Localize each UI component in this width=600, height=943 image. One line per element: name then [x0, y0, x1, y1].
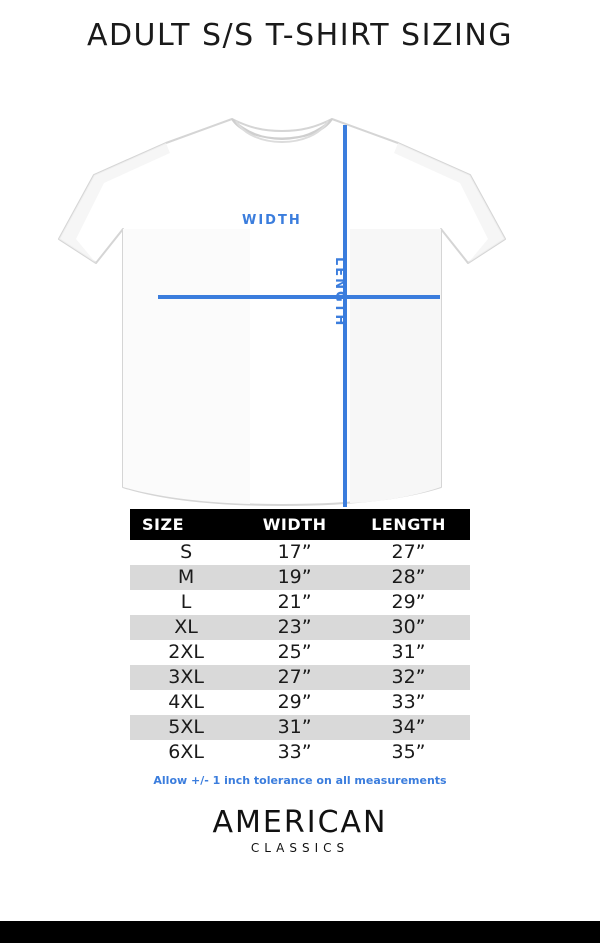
cell-length: 28” — [347, 565, 470, 590]
cell-width: 25” — [242, 640, 347, 665]
width-label: WIDTH — [242, 213, 302, 228]
table-row — [130, 590, 470, 615]
page-title: ADULT S/S T-SHIRT SIZING — [86, 18, 514, 53]
brand-subtitle: CLASSICS — [250, 841, 350, 855]
shirt-diagram — [0, 57, 600, 507]
cell-width: 27” — [242, 665, 347, 690]
tolerance-note: Allow +/- 1 inch tolerance on all measurements — [153, 774, 447, 787]
cell-length: 30” — [347, 615, 470, 640]
cell-width: 31” — [242, 715, 347, 740]
cell-length: 34” — [347, 715, 470, 740]
table-row — [130, 665, 470, 690]
cell-length: 27” — [347, 540, 470, 565]
table-header-length: LENGTH — [347, 509, 470, 540]
table-header-size: SIZE — [130, 509, 242, 540]
cell-width: 17” — [242, 540, 347, 565]
cell-length: 35” — [347, 740, 470, 765]
cell-size: M — [130, 565, 242, 590]
brand-name: AMERICAN — [212, 805, 388, 840]
cell-size: 2XL — [130, 640, 242, 665]
cell-size: 3XL — [130, 665, 242, 690]
cell-size: XL — [130, 615, 242, 640]
size-table-wrapper — [130, 509, 470, 765]
brand-logo — [0, 805, 600, 855]
cell-size: 5XL — [130, 715, 242, 740]
length-label: LENGTH — [332, 257, 347, 328]
cell-length: 32” — [347, 665, 470, 690]
table-header-row — [130, 509, 470, 540]
table-row — [130, 565, 470, 590]
cell-width: 23” — [242, 615, 347, 640]
footer-bar — [0, 921, 600, 943]
table-row — [130, 690, 470, 715]
tshirt-illustration — [0, 57, 600, 507]
cell-size: 6XL — [130, 740, 242, 765]
table-row — [130, 540, 470, 565]
cell-size: L — [130, 590, 242, 615]
cell-size: 4XL — [130, 690, 242, 715]
cell-length: 31” — [347, 640, 470, 665]
table-header-width: WIDTH — [242, 509, 347, 540]
table-row — [130, 615, 470, 640]
cell-width: 21” — [242, 590, 347, 615]
cell-width: 33” — [242, 740, 347, 765]
cell-length: 29” — [347, 590, 470, 615]
cell-width: 19” — [242, 565, 347, 590]
table-row — [130, 640, 470, 665]
table-row — [130, 740, 470, 765]
cell-size: S — [130, 540, 242, 565]
size-table — [130, 509, 470, 765]
table-row — [130, 715, 470, 740]
cell-length: 33” — [347, 690, 470, 715]
cell-width: 29” — [242, 690, 347, 715]
